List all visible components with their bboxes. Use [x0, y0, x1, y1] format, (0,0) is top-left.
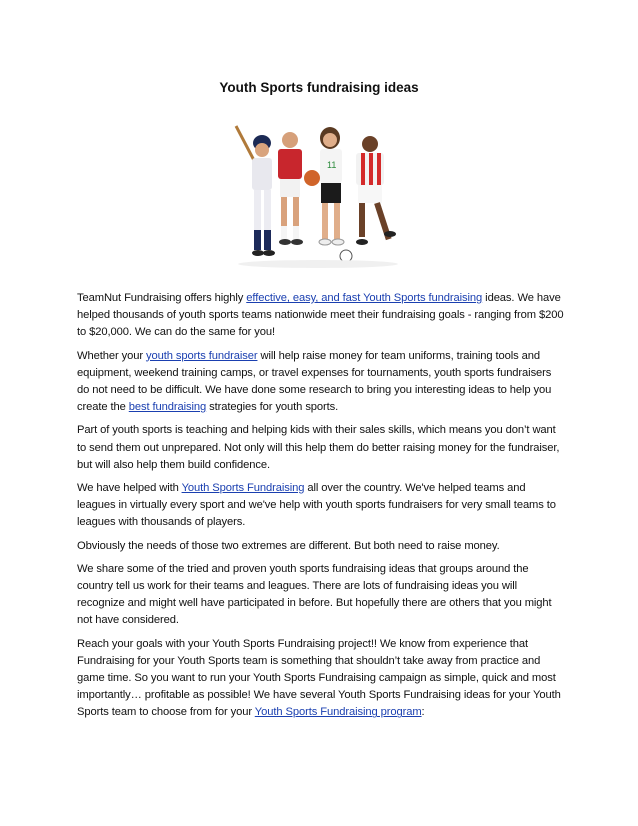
paragraph [77, 561, 565, 630]
paragraph [77, 422, 565, 474]
paragraph [77, 538, 565, 555]
paragraph-text: will help raise money for team uniforms, training tools and equipment, weekend training camps, or travel expenses for tournaments, youth sports fundraisers do not need to be difficult. We have done some research to bring you interesting ideas to help you create the [77, 349, 552, 414]
soccer-player-figure [278, 132, 303, 245]
paragraph-text: We have helped with [77, 482, 182, 495]
svg-text:11: 11 [327, 160, 337, 170]
inline-link[interactable]: Youth Sports Fundraising [181, 482, 305, 495]
paragraph [77, 636, 565, 722]
page-title: Youth Sports fundraising ideas [219, 80, 419, 95]
paragraph [77, 348, 565, 417]
baseball-player-figure [236, 126, 275, 256]
paragraph-text: all over the country. We've helped teams and leagues in virtually every sport and we've help with youth sports fundraisers for very small teams to leagues with thousands of players. [77, 482, 556, 529]
paragraph-text: Reach your goals with your Youth Sports Fundraising project!! We know from experience that Fundraising for your Youth Sports team is something that shouldn’t take away from practice and game time. So you want to run your Youth Sports Fundraising campaign as simple, quick and most importantly… profitable as possible! We have several Youth Sports Fundraising ideas for your Youth Sports team to choose from for your [77, 637, 561, 719]
basketball-player-figure [304, 127, 344, 245]
paragraph-text: strategies for youth sports. [206, 401, 339, 414]
inline-link[interactable]: Youth Sports Fundraising program [254, 706, 422, 719]
soccer-player-figure-2 [340, 136, 396, 262]
youth-athletes-photo [228, 118, 410, 273]
paragraph-text: Obviously the needs of those two extremes are different. But both need to raise money. [77, 539, 500, 552]
paragraph-text: Whether your [77, 349, 146, 362]
paragraph-text: Part of youth sports is teaching and helping kids with their sales skills, which means you don’t want to send them out unprepared. Not only will this help them do better raising money for the fundraiser, but will also help them build confidence. [77, 424, 560, 471]
paragraph-text: ideas. We have helped thousands of youth sports teams nationwide meet their fundraising goals - ranging from $200 to $20,000. We can do the same for you! [77, 292, 564, 339]
inline-link[interactable]: effective, easy, and fast Youth Sports fundraising [246, 292, 483, 304]
inline-link[interactable]: best fundraising [128, 401, 207, 414]
inline-link[interactable]: youth sports fundraiser [145, 349, 258, 362]
paragraph-text: We share some of the tried and proven youth sports fundraising ideas that groups around the country tell us work for their teams and leagues. There are lots of fundraising ideas you will recognize and might well have participated in before. But hopefully there are others that you might not have considered. [77, 562, 552, 627]
paragraph [77, 290, 565, 342]
paragraph [77, 480, 565, 532]
paragraph-text: : [421, 706, 425, 719]
body-text [77, 290, 565, 728]
paragraph-text: TeamNut Fundraising offers highly [77, 292, 247, 304]
